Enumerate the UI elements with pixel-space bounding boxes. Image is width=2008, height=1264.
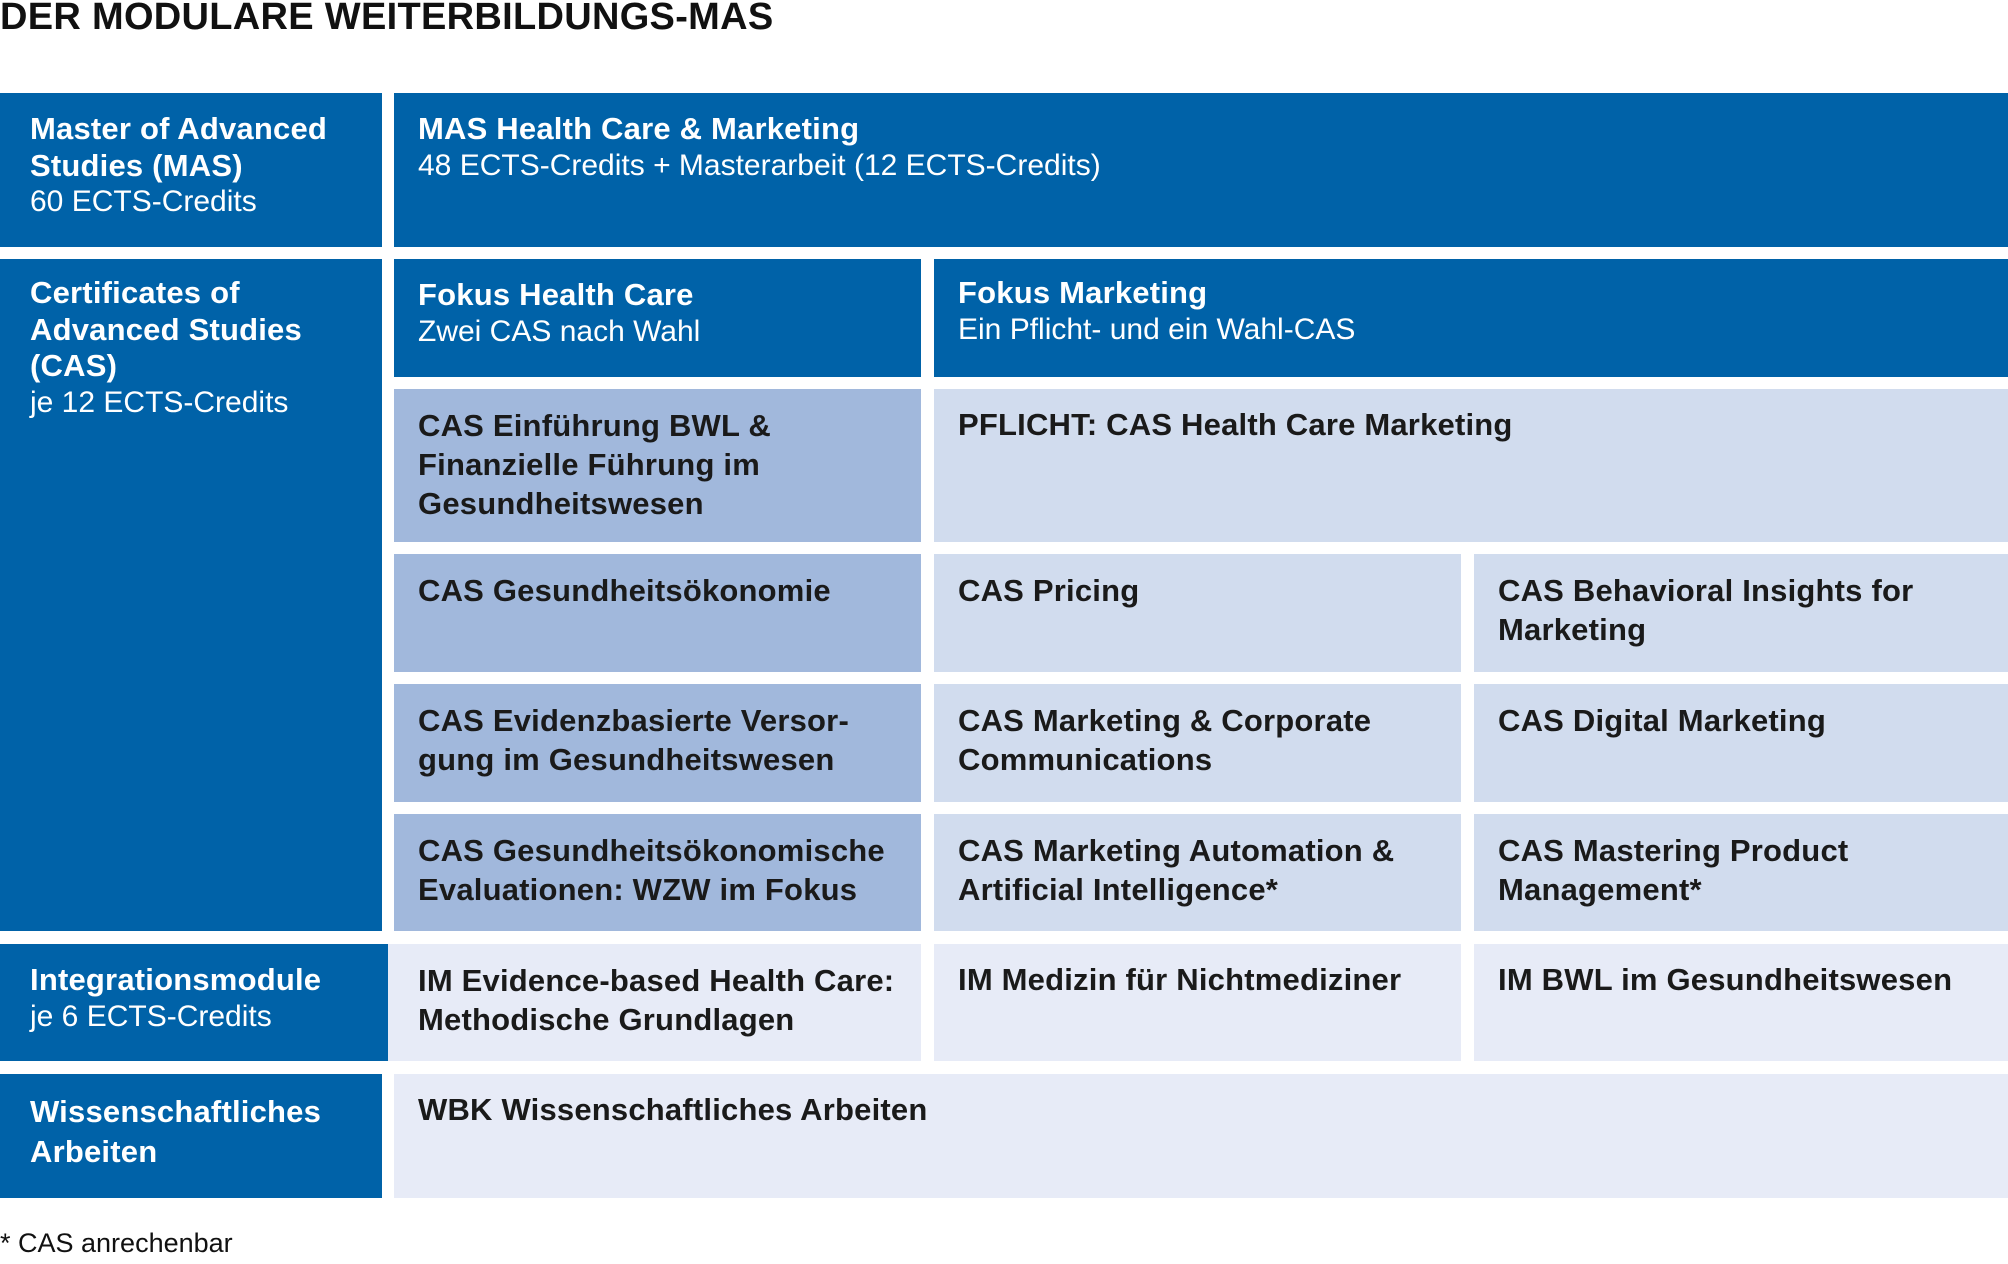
cas-module-marketing-5 <box>934 814 1461 931</box>
integration-module-1 <box>388 944 921 1061</box>
cas-module-health-1 <box>394 389 921 542</box>
focus-health-care-cell <box>394 259 921 377</box>
cas-marketing-mandatory <box>934 389 2008 542</box>
mas-program-cell <box>394 93 2008 247</box>
cas-module-marketing-3-label: CAS Marketing & Corporate Communications <box>958 703 1372 777</box>
integration-module-2 <box>934 944 1461 1061</box>
integration-label-cell <box>0 944 388 1061</box>
mas-program-sub: 48 ECTS-Credits + Masterarbeit (12 ECTS-Credits) <box>418 148 1101 182</box>
cas-module-marketing-5-label: CAS Marketing Automation & Artificial Intelligence* <box>958 833 1395 907</box>
cas-module-marketing-1-label: CAS Pricing <box>958 573 1140 608</box>
science-module-label: WBK Wissenschaftliches Arbeiten <box>418 1092 928 1127</box>
cas-module-marketing-2-label: CAS Behavioral Insights for Marketing <box>1498 573 1914 647</box>
science-label-head: Wissenschaftliches Arbeiten <box>30 1094 322 1170</box>
focus-health-care-sub: Zwei CAS nach Wahl <box>418 314 701 348</box>
focus-marketing-head: Fokus Marketing <box>958 275 1208 310</box>
cas-module-marketing-2 <box>1474 554 2008 672</box>
cas-label-cell <box>0 259 382 931</box>
integration-module-3 <box>1474 944 2008 1061</box>
cas-module-health-1-label: CAS Einführung BWL & Finanzielle Führung im Gesundheitswesen <box>418 408 771 521</box>
cas-module-health-2-label: CAS Gesundheitsökonomie <box>418 573 831 608</box>
integration-module-3-label: IM BWL im Gesundheitswesen <box>1498 962 1953 997</box>
mas-program-head: MAS Health Care & Marketing <box>418 111 860 146</box>
cas-label-head: Certificates of Advanced Studies (CAS) <box>30 275 302 384</box>
integration-module-1-label: IM Evidence-based Health Care: Methodische Grundlagen <box>418 963 895 1037</box>
cas-module-marketing-6 <box>1474 814 2008 931</box>
science-module <box>394 1074 2008 1198</box>
mas-label-sub: 60 ECTS-Credits <box>30 185 257 219</box>
cas-module-marketing-6-label: CAS Mastering Product Management* <box>1498 833 1849 907</box>
integration-label-head: Integrationsmodule <box>30 962 322 997</box>
cas-module-marketing-3 <box>934 684 1461 802</box>
focus-health-care-head: Fokus Health Care <box>418 277 694 312</box>
cas-label-sub: je 12 ECTS-Credits <box>30 385 289 419</box>
page-title: DER MODULARE WEITERBILDUNGS-MAS <box>0 0 774 38</box>
integration-label-sub: je 6 ECTS-Credits <box>30 999 272 1033</box>
integration-module-2-label: IM Medizin für Nichtmediziner <box>958 962 1402 997</box>
cas-module-marketing-4-label: CAS Digital Marketing <box>1498 703 1827 738</box>
cas-marketing-mandatory-label: PFLICHT: CAS Health Care Marketing <box>958 407 1513 442</box>
cas-module-marketing-4 <box>1474 684 2008 802</box>
mas-label-cell <box>0 93 382 247</box>
cas-module-health-4-label: CAS Gesundheitsökonomische Evaluationen: WZW im Fokus <box>418 833 885 907</box>
cas-module-marketing-1 <box>934 554 1461 672</box>
mas-label-head: Master of Advanced Studies (MAS) <box>30 111 328 183</box>
cas-module-health-3 <box>394 684 921 802</box>
cas-module-health-2 <box>394 554 921 672</box>
focus-marketing-cell <box>934 259 2008 377</box>
cas-module-health-3-label: CAS Evidenzbasierte Versorgung im Gesundheitswesen <box>418 703 849 777</box>
cas-module-health-4 <box>394 814 921 931</box>
science-label-cell <box>0 1074 382 1198</box>
focus-marketing-sub: Ein Pflicht- und ein Wahl-CAS <box>958 312 1356 346</box>
footnote: * CAS anrechenbar <box>0 1228 233 1258</box>
